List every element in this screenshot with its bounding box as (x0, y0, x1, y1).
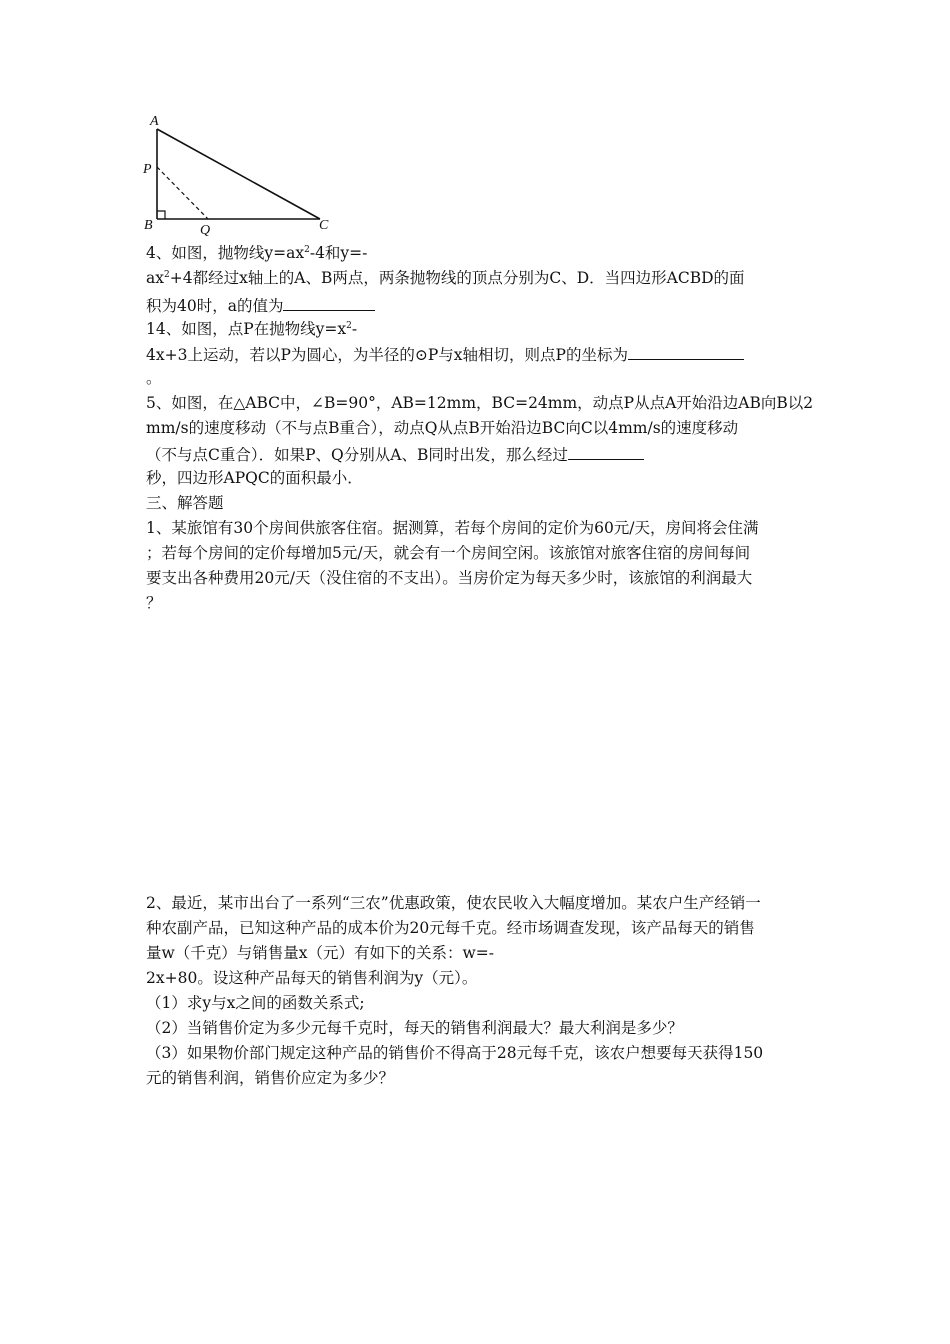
p1-line-4: ？ (146, 594, 162, 612)
p2-sub-2: （2）当销售价定为多少元每千克时，每天的销售利润最大？最大利润是多少？ (146, 1019, 683, 1037)
p2-sub-1: （1）求y与x之间的函数关系式; (146, 994, 365, 1012)
triangle-figure (140, 112, 340, 237)
label-b: B (144, 218, 153, 233)
q14-text-1a: 14、如图，点P在抛物线y=x (146, 320, 347, 338)
q14-text-1b: - (351, 320, 358, 338)
p2-line-4: 2x+80。设这种产品每天的销售利润为y（元）。 (146, 969, 478, 987)
p2-sub-3-line-1: （3）如果物价部门规定这种产品的销售价不得高于28元每千克，该农户想要每天获得150 (146, 1044, 764, 1062)
q4-text-2a: ax (146, 269, 164, 287)
q4-line-3 (146, 295, 375, 315)
q5-line-2: mm/s的速度移动（不与点B重合），动点Q从点B开始沿边BC向C以4mm/s的速度移动 (146, 419, 739, 437)
right-angle-mark (157, 211, 165, 219)
q14-line-2 (146, 344, 744, 364)
label-c: C (319, 218, 329, 233)
p1-line-1: 1、某旅馆有30个房间供旅客住宿。据测算，若每个房间的定价为60元/天，房间将会住满 (146, 519, 759, 537)
q4-sup-2: 2 (163, 270, 170, 280)
q4-text-1a: 4、如图，抛物线y=ax (146, 244, 305, 262)
p2-line-1: 2、最近，某市出台了一系列“三农”优惠政策，使农民收入大幅度增加。某农户生产经销一 (146, 894, 761, 912)
q14-line-1 (146, 320, 357, 338)
p1-line-3: 要支出各种费用20元/天（没住宿的不支出）。当房价定为每天多少时，该旅馆的利润最大 (146, 569, 753, 587)
q4-answer-blank[interactable] (283, 295, 375, 311)
p2-sub-3-line-2: 元的销售利润，销售价应定为多少？ (146, 1069, 395, 1087)
q14-answer-blank[interactable] (628, 344, 744, 360)
label-p: P (143, 162, 152, 177)
q5-text-3: （不与点C重合）．如果P、Q分别从A、B同时出发，那么经过 (146, 446, 568, 464)
q4-line-2 (146, 269, 745, 287)
q5-line-1: 5、如图，在△ABC中，∠B=90°，AB=12mm，BC=24mm，动点P从点A开始沿边AB向B以2 (146, 394, 814, 412)
q14-line-3: 。 (146, 369, 162, 387)
q5-line-3 (146, 444, 644, 464)
q5-line-4: 秒，四边形APQC的面积最小． (146, 469, 363, 487)
q5-answer-blank[interactable] (568, 444, 644, 460)
q14-sup-1: 2 (346, 321, 352, 331)
p2-line-3: 量w（千克）与销售量x（元）有如下的关系：w=- (146, 944, 495, 962)
p1-line-2: ；若每个房间的定价每增加5元/天，就会有一个房间空闲。该旅馆对旅客住宿的房间每间 (146, 544, 751, 562)
p2-line-2: 种农副产品，已知这种产品的成本价为20元每千克。经市场调查发现，该产品每天的销售 (146, 919, 755, 937)
q4-text-2b: +4都经过x轴上的A、B两点，两条抛物线的顶点分别为C、D．当四边形ACBD的面 (169, 269, 745, 287)
label-a: A (150, 114, 159, 129)
q4-sup-1: 2 (304, 245, 310, 255)
q14-text-2: 4x+3上运动，若以P为圆心，为半径的⊙P与x轴相切，则点P的坐标为 (146, 346, 628, 364)
section-heading: 三、解答题 (146, 494, 224, 512)
q4-text-1b: -4和y=- (309, 244, 368, 262)
q4-text-3: 积为40时，a的值为 (146, 297, 284, 315)
label-q: Q (200, 223, 211, 237)
side-ac (157, 129, 320, 219)
q4-line-1 (146, 244, 367, 262)
